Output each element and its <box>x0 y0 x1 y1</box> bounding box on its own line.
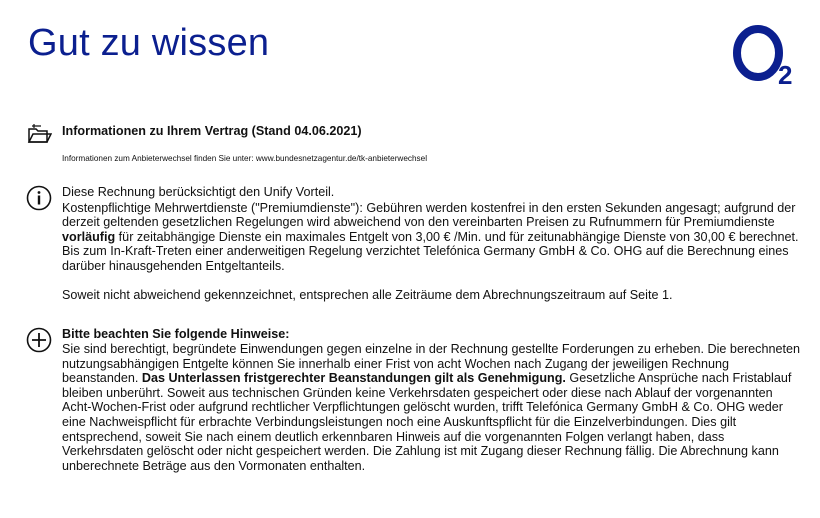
anbieterwechsel-note: Informationen zum Anbieterwechsel finden Sie unter: www.bundesnetzagentur.de/tk-anbieterwechsel <box>62 154 428 163</box>
folder-icon <box>26 122 52 148</box>
notes-heading: Bitte beachten Sie folgende Hinweise: <box>62 327 290 341</box>
unify-line: Diese Rechnung berücksichtigt den Unify Vorteil. <box>62 185 335 199</box>
premium-text-end: für zeitabhängige Dienste ein maximales Entgelt von 3,00 € /Min. und für zeitunabhängige Dienste von 30,00 € berechnet. Bis zum In-Kraft-Treten einer anderweitigen Regelung verzichtet Telefónica Germany GmbH & Co. OHG auf die Berechnung eines darüber hinausgehenden Entgeltanteils. <box>62 229 799 273</box>
o2-logo <box>728 20 802 90</box>
premium-paragraph <box>62 201 802 274</box>
notes-paragraph <box>62 342 802 473</box>
notes-text-end: Gesetzliche Ansprüche nach Fristablauf bleiben unberührt. Soweit aus technischen Gründen keine Verkehrsdaten gespeichert oder diese nach Ablauf der vorgenannten Acht-Wochen-Frist oder aufgrund rechtlicher Verpflichtungen gelöscht wurden, trifft Telefónica Germany GmbH & Co. OHG weder eine Nachweispflicht für erbrachte Verbindungsleistungen noch eine Auskunftspflicht für die Einzelverbindungen. Dies gilt entsprechend, soweit Sie nach einem deutlich erkennbaren Hinweis auf die vorgenannten Folgen verlangt haben, dass Verkehrsdaten gelöscht oder nicht gespeichert werden. Die Zahlung ist mit Zugang dieser Rechnung fällig. Die Abrechnung kann unberechnete Beträge aus den Vormonaten enthalten. <box>62 371 792 473</box>
premium-text-bold: vorläufig <box>62 229 116 244</box>
page-title: Gut zu wissen <box>28 22 270 64</box>
info-icon <box>26 185 52 211</box>
notes-section <box>62 327 802 473</box>
logo-subscript: 2 <box>778 60 793 90</box>
notes-text-start: Sie sind berechtigt, begründete Einwendungen gegen einzelne in der Rechnung gestellte Forderungen zu erheben. Die berechneten nutzungsabhängigen Entgelte können Sie innerhalb einer Frist von acht Wochen nach Zugang der jeweiligen Rechnung beanstanden. <box>62 342 800 386</box>
notes-text-bold: Das Unterlassen fristgerechter Beanstandungen gilt als Genehmigung. <box>141 371 566 386</box>
plus-circle-icon <box>26 327 52 353</box>
period-note: Soweit nicht abweichend gekennzeichnet, entsprechen alle Zeiträume dem Abrechnungszeitraum auf Seite 1. <box>62 287 673 302</box>
premium-text-start: Kostenpflichtige Mehrwertdienste ("Premiumdienste"): Gebühren werden kostenfrei in den ersten Sekunden angesagt; aufgrund der derzeit geltenden gesetzlichen Regelungen wird abweichend von den vereinbarten Preisen zu Rufnummern für Premiumdienste <box>62 200 796 230</box>
contract-section <box>62 124 802 164</box>
info-section <box>62 185 802 302</box>
contract-heading: Informationen zu Ihrem Vertrag (Stand 04.06.2021) <box>62 124 362 138</box>
